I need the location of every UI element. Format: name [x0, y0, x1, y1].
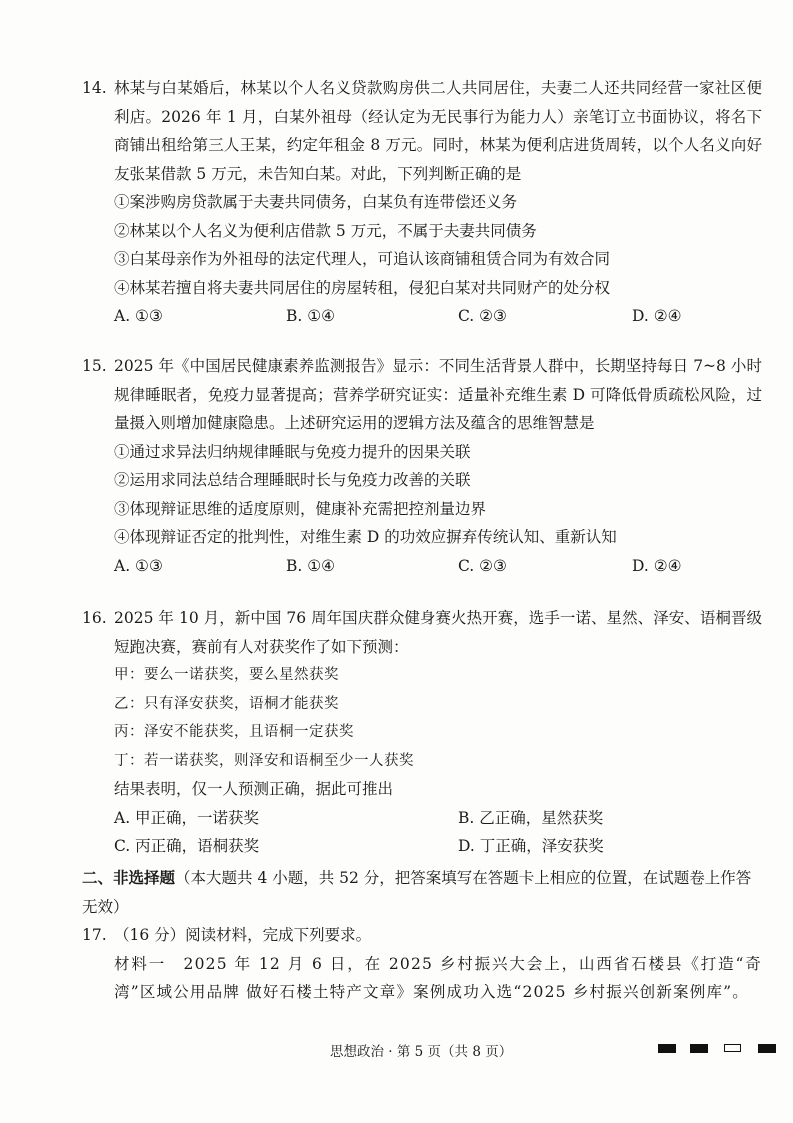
choice-d: D. ②④	[632, 556, 682, 575]
question-stem: 林某与白某婚后，林某以个人名义贷款购房供二人共同居住，夫妻二人还共同经营一家社区便利店。2026 年 1 月，白某外祖母（经认定为无民事行为能力人）亲笔订立书面协议，将名下商铺出租给第三人王某，约定年租金 8 万元。同时，林某为便利店进货周转，以个人名义向好友张某借款 5 万元，未告知白某。对此，下列判断正确的是	[114, 79, 762, 183]
filled-square-mark	[690, 1044, 708, 1053]
choice-a: A. 甲正确，一诺获奖	[114, 808, 260, 827]
statement-option: ①案涉购房贷款属于夫妻共同债务，白某负有连带偿还义务	[114, 193, 518, 211]
choice-d: D. ②④	[632, 307, 682, 325]
answer-choices	[114, 552, 762, 581]
choice-b: B. ①④	[286, 556, 336, 575]
question-number: 15.	[82, 357, 107, 375]
choice-c: C. ②③	[458, 307, 507, 325]
page-footer	[0, 1040, 793, 1060]
question-17	[82, 921, 762, 950]
filled-square-mark	[658, 1044, 676, 1053]
section-title: 二、非选择题	[82, 868, 176, 887]
choice-a: A. ①③	[114, 307, 163, 325]
question-number: 16.	[82, 609, 107, 627]
choice-a: A. ①③	[114, 556, 163, 575]
statement-option: ②林某以个人名义为便利店借款 5 万元，不属于夫妻共同债务	[114, 221, 537, 240]
question-16	[82, 604, 762, 861]
choice-b: B. 乙正确，星然获奖	[458, 808, 604, 827]
answer-choices-row-1	[114, 804, 762, 833]
question-stem: 2025 年《中国居民健康素养监测报告》显示：不同生活背景人群中，长期坚持每日 7~8 小时规律睡眠者，免疫力显著提高；营养学研究证实：适量补充维生素 D 可降低骨质疏松风险，过量摄入则增加健康隐患。上述研究运用的逻辑方法及蕴含的思维智慧是	[114, 357, 762, 432]
filled-square-mark	[758, 1044, 776, 1053]
section-heading	[82, 864, 762, 921]
hollow-square-mark	[724, 1044, 741, 1052]
section-description: （本大题共 4 小题，共 52 分，把答案填写在答题卡上相应的位置，在试题卷上作答无效）	[82, 869, 752, 916]
page-number: 思想政治 · 第 5 页（共 8 页）	[330, 1044, 513, 1060]
statement-option: ④体现辩证否定的批判性，对维生素 D 的功效应摒弃传统认知、重新认知	[114, 528, 617, 546]
choice-c: C. ②③	[458, 556, 507, 575]
statement-option: ④林某若擅自将夫妻共同居住的房屋转租，侵犯白某对共同财产的处分权	[114, 278, 611, 297]
answer-choices-row-2	[114, 832, 762, 861]
result-statement: 结果表明，仅一人预测正确，据此可推出	[114, 780, 394, 798]
question-stem: 2025 年 10 月，新中国 76 周年国庆群众健身赛火热开赛，选手一诺、星然、泽安、语桐晋级短跑决赛，赛前有人对获奖作了如下预测：	[114, 609, 762, 656]
material-one: 材料一 2025 年 12 月 6 日，在 2025 乡村振兴大会上，山西省石楼县《打造“奇湾”区域公用品牌 做好石楼土特产文章》案例成功入选“2025 乡村振兴创新案例库”。	[114, 954, 762, 1001]
question-15	[82, 352, 762, 580]
prediction-ding: 丁：若一诺获奖，则泽安和语桐至少一人获奖	[114, 752, 414, 769]
prediction-jia: 甲：要么一诺获奖，要么星然获奖	[114, 667, 339, 683]
choice-b: B. ①④	[286, 307, 336, 325]
prediction-bing: 丙：泽安不能获奖，且语桐一定获奖	[114, 724, 354, 740]
statement-option: ③体现辩证思维的适度原则，健康补充需把控剂量边界	[114, 499, 487, 518]
choice-c: C. 丙正确，语桐获奖	[114, 837, 260, 855]
statement-option: ①通过求异法归纳规律睡眠与免疫力提升的因果关联	[114, 442, 471, 461]
question-number: 14.	[82, 79, 107, 97]
statement-option: ②运用求同法总结合理睡眠时长与免疫力改善的关联	[114, 471, 471, 489]
question-number: 17.	[82, 926, 107, 944]
choice-d: D. 丁正确，泽安获奖	[458, 837, 604, 855]
statement-option: ③白某母亲作为外祖母的法定代理人，可追认该商铺租赁合同为有效合同	[114, 250, 611, 268]
question-intro: （16 分）阅读材料，完成下列要求。	[114, 926, 372, 944]
answer-choices	[114, 302, 762, 331]
prediction-yi: 乙：只有泽安获奖，语桐才能获奖	[114, 695, 339, 712]
question-14	[82, 74, 762, 331]
